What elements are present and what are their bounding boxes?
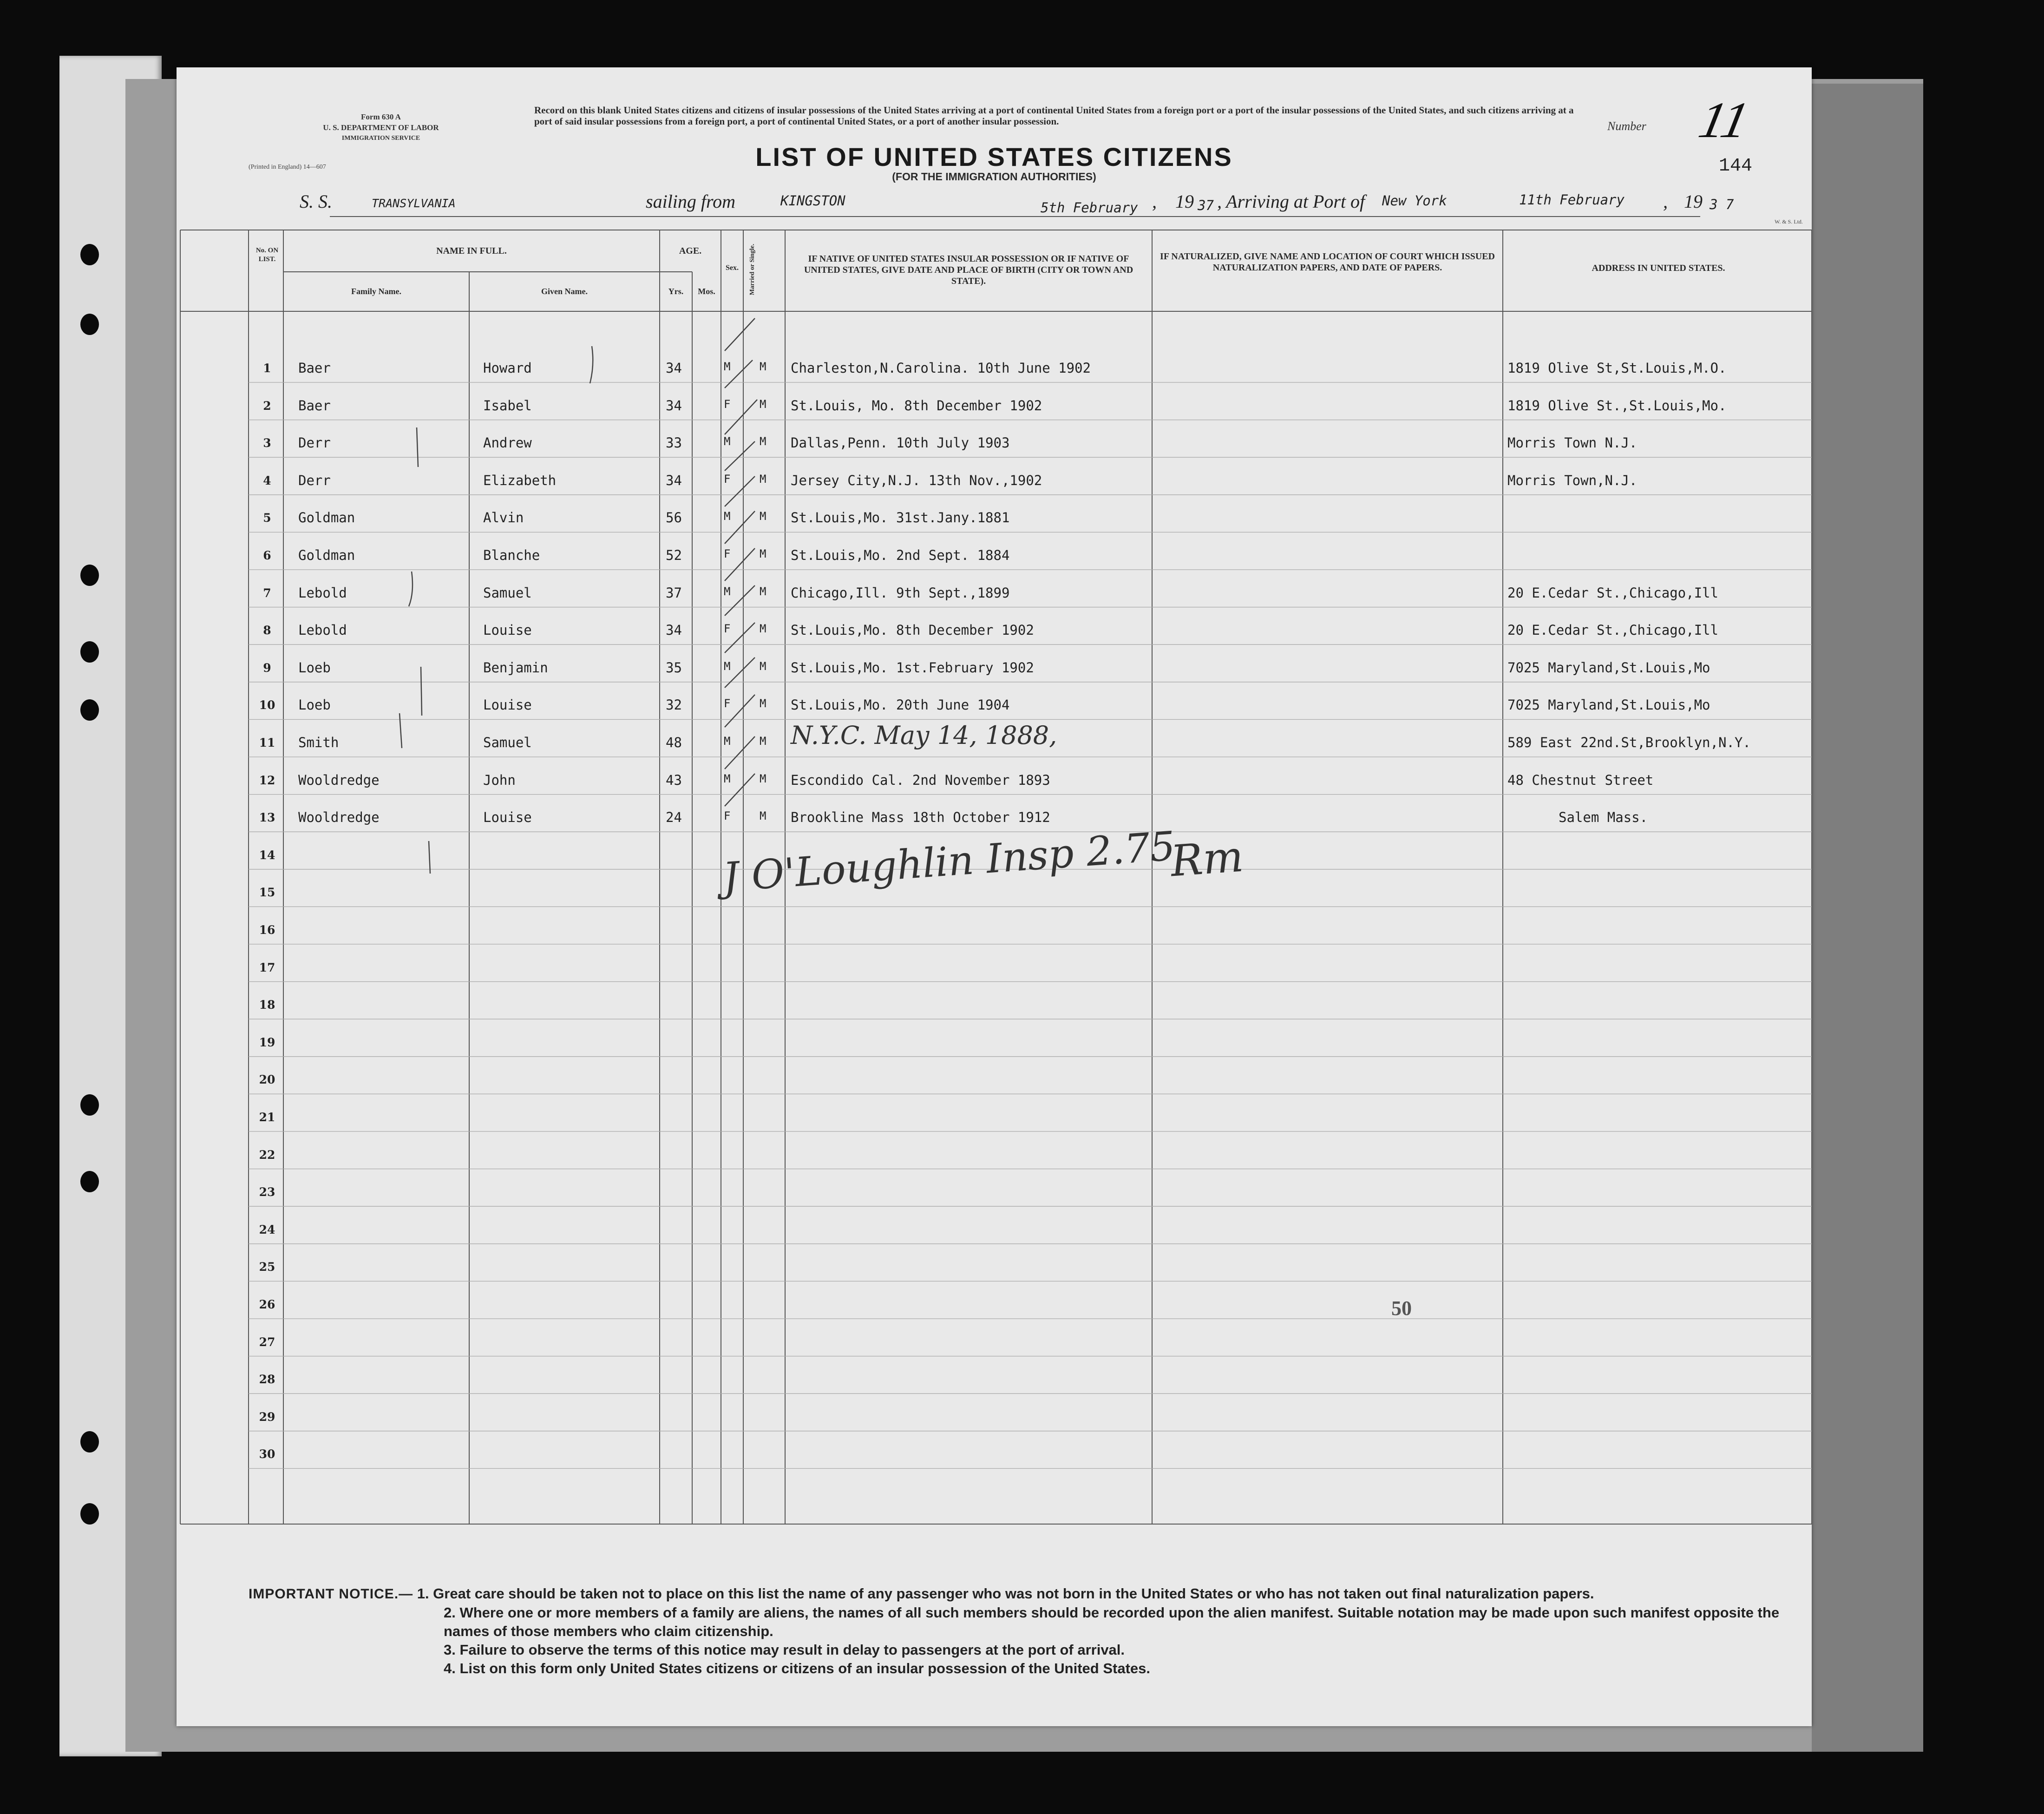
printer-mark: W. & S. Ltd.: [1775, 218, 1803, 225]
row-number: 6: [263, 549, 271, 562]
arrive-date: 11th February: [1519, 192, 1625, 208]
row-number: 19: [259, 1035, 275, 1049]
family-name-cell: Wooldredge: [298, 772, 380, 788]
age-years-cell: 24: [666, 809, 682, 826]
marital-status-cell: M: [760, 360, 766, 373]
given-name-cell: Blanche: [483, 547, 540, 563]
row-number: 15: [259, 886, 275, 900]
manifest-table-grid: [177, 67, 1812, 1726]
row-number: 23: [259, 1185, 275, 1199]
marital-status-cell: M: [760, 435, 766, 448]
family-name-cell: Derr: [298, 472, 331, 488]
birth-info-cell: Brookline Mass 18th October 1912: [791, 809, 1050, 826]
record-notice: Record on this blank United States citizens and citizens of insular possessions of the United States arriving at a port of continental United States from a foreign port or a port of the insular possessions of the United States, and such citizens arriving at a port of said insular possessions from a foreign port, a port of continental United States, or a port of another insular possession.: [534, 105, 1574, 127]
binder-hole: [80, 1431, 99, 1453]
stamp-number: 50: [1391, 1297, 1412, 1320]
col-mos: Mos.: [698, 287, 715, 296]
family-name-cell: Loeb: [298, 697, 331, 713]
form-number: Form 630 A: [361, 112, 401, 121]
birth-info-cell: Escondido Cal. 2nd November 1893: [791, 772, 1050, 788]
marital-status-cell: M: [760, 697, 766, 710]
address-cell: 20 E.Cedar St.,Chicago,Ill: [1507, 622, 1718, 638]
binder-hole: [80, 244, 99, 265]
address-cell: 20 E.Cedar St.,Chicago,Ill: [1507, 585, 1718, 601]
sex-cell: F: [724, 547, 731, 560]
sex-cell: M: [724, 360, 731, 373]
row-number: 27: [259, 1335, 275, 1349]
marital-status-cell: M: [760, 659, 766, 673]
notice-item-2: 2. Where one or more members of a family are aliens, the names of all such members should be recorded upon the alien manifest. Suitable notation may be made upon such manifest opposite the names of those members who claim citizenship.: [444, 1604, 1780, 1639]
marital-status-cell: M: [760, 622, 766, 636]
binder-hole: [80, 699, 99, 721]
address-cell: Morris Town,N.J.: [1507, 472, 1638, 488]
birth-info-cell: Dallas,Penn. 10th July 1903: [791, 435, 1010, 451]
age-years-cell: 48: [666, 735, 682, 750]
family-name-cell: Baer: [298, 360, 331, 376]
binder-hole: [80, 1171, 99, 1192]
sex-cell: F: [724, 809, 731, 823]
col-yrs: Yrs.: [668, 287, 684, 296]
row-number: 25: [259, 1260, 275, 1274]
birth-info-cell: St.Louis,Mo. 2nd Sept. 1884: [791, 547, 1010, 563]
service-name: IMMIGRATION SERVICE: [341, 135, 420, 142]
row-number: 24: [259, 1222, 275, 1236]
row-number: 12: [259, 773, 275, 787]
row-number: 18: [259, 998, 275, 1012]
col-no-on-list: No. ON LIST.: [256, 247, 279, 263]
given-name-cell: Samuel: [483, 585, 532, 601]
marital-status-cell: M: [760, 547, 766, 560]
marital-status-cell: M: [760, 735, 766, 748]
family-name-cell: Goldman: [298, 547, 355, 563]
age-years-cell: 32: [666, 697, 682, 713]
binder-hole: [80, 565, 99, 586]
row-number: 9: [263, 661, 271, 675]
row-number: 26: [259, 1298, 275, 1311]
number-value: 11: [1694, 92, 1754, 148]
row-number: 14: [259, 848, 275, 862]
sex-cell: M: [724, 772, 731, 785]
col-married-single: Married or Single.: [749, 243, 756, 296]
sex-cell: F: [724, 472, 731, 486]
row-number: 21: [259, 1111, 275, 1124]
address-cell: 589 East 22nd.St,Brooklyn,N.Y.: [1507, 735, 1751, 750]
depart-date: 5th February: [1041, 200, 1138, 216]
arrive-year-prefix: 19: [1684, 191, 1703, 212]
number-label: Number: [1607, 119, 1646, 133]
binder-hole: [80, 314, 99, 335]
binder-hole: [80, 1503, 99, 1525]
row-number: 30: [259, 1447, 275, 1461]
department-name: U. S. DEPARTMENT OF LABOR: [323, 123, 439, 132]
arrive-year: 3 7: [1710, 197, 1734, 212]
sex-cell: F: [724, 622, 731, 636]
inspector-initials: Rm: [1169, 831, 1245, 887]
address-cell: Morris Town N.J.: [1507, 435, 1638, 451]
address-cell: 1819 Olive St,St.Louis,M.O.: [1507, 360, 1727, 376]
given-name-cell: Elizabeth: [483, 472, 557, 488]
row-number: 8: [263, 624, 271, 638]
family-name-cell: Loeb: [298, 659, 331, 676]
page-number: 144: [1719, 156, 1753, 177]
marital-status-cell: M: [760, 809, 766, 823]
address-cell: 7025 Maryland,St.Louis,Mo: [1507, 659, 1710, 676]
ship-name: TRANSYLVANIA: [372, 197, 456, 210]
age-years-cell: 33: [666, 435, 682, 451]
given-name-cell: Benjamin: [483, 659, 548, 676]
marital-status-cell: M: [760, 397, 766, 411]
depart-year: 37: [1198, 197, 1214, 213]
arriving-label: , Arriving at Port of: [1217, 191, 1365, 212]
age-years-cell: 34: [666, 360, 682, 376]
notice-item-4: 4. List on this form only United States citizens or citizens of an insular possession of the United States.: [444, 1660, 1150, 1676]
family-name-cell: Derr: [298, 435, 331, 451]
birth-info-cell: St.Louis,Mo. 1st.February 1902: [791, 659, 1034, 676]
given-name-cell: Louise: [483, 809, 532, 826]
port-from: KINGSTON: [780, 193, 845, 209]
sailing-from-label: sailing from: [646, 191, 735, 212]
birth-info-cell: St.Louis,Mo. 20th June 1904: [791, 697, 1010, 713]
family-name-cell: Goldman: [298, 510, 355, 526]
row-number: 13: [259, 811, 275, 825]
row-number: 2: [263, 399, 271, 413]
birth-info-cell: St.Louis, Mo. 8th December 1902: [791, 397, 1042, 414]
col-birth-info: IF NATIVE OF UNITED STATES INSULAR POSSESSION OR IF NATIVE OF UNITED STATES, GIVE DATE AND PLACE OF BIRTH (CITY OR TOWN AND STATE).: [804, 254, 1133, 286]
page-title: LIST OF UNITED STATES CITIZENS: [755, 142, 1233, 171]
birth-info-cell: Charleston,N.Carolina. 10th June 1902: [791, 360, 1091, 376]
birth-info-cell: Jersey City,N.J. 13th Nov.,1902: [791, 472, 1042, 488]
address-cell: 7025 Maryland,St.Louis,Mo: [1507, 697, 1710, 713]
row-number: 3: [263, 436, 271, 450]
notice-lead: IMPORTANT NOTICE.—: [249, 1586, 413, 1602]
row-number: 16: [259, 923, 275, 937]
sex-cell: M: [724, 585, 731, 598]
given-name-cell: Louise: [483, 622, 532, 638]
age-years-cell: 34: [666, 397, 682, 414]
family-name-cell: Smith: [298, 735, 339, 750]
family-name-cell: Lebold: [298, 585, 347, 601]
notice-item-3: 3. Failure to observe the terms of this notice may result in delay to passengers at the port of arrival.: [444, 1642, 1125, 1658]
ss-label: S. S.: [300, 191, 332, 212]
backing-page-edge: [1812, 84, 1923, 1752]
sex-cell: M: [724, 659, 731, 673]
given-name-cell: John: [483, 772, 516, 788]
marital-status-cell: M: [760, 472, 766, 486]
marital-status-cell: M: [760, 772, 766, 785]
row-number: 10: [259, 698, 275, 712]
sex-cell: M: [724, 435, 731, 448]
age-years-cell: 35: [666, 659, 682, 676]
row-number: 11: [259, 736, 275, 749]
family-name-cell: Wooldredge: [298, 809, 380, 826]
age-years-cell: 56: [666, 510, 682, 526]
row-number: 22: [259, 1148, 275, 1162]
birth-info-cell: St.Louis,Mo. 31st.Jany.1881: [791, 510, 1010, 526]
row-number: 20: [259, 1073, 275, 1087]
sex-cell: F: [724, 397, 731, 411]
col-given-name: Given Name.: [541, 287, 588, 296]
printed-note: (Printed in England) 14—607: [249, 164, 326, 171]
given-name-cell: Alvin: [483, 510, 524, 526]
row-number: 4: [263, 473, 271, 487]
col-age: AGE.: [679, 246, 702, 256]
row-number: 1: [263, 361, 271, 375]
family-name-cell: Baer: [298, 397, 331, 414]
binder-hole: [80, 1094, 99, 1116]
age-years-cell: 34: [666, 622, 682, 638]
sex-cell: M: [724, 735, 731, 748]
family-name-cell: Lebold: [298, 622, 347, 638]
given-name-cell: Samuel: [483, 735, 532, 750]
col-address: ADDRESS IN UNITED STATES.: [1592, 263, 1725, 273]
notice-item-1: 1. Great care should be taken not to place on this list the name of any passenger who was not born in the United States or who has not taken out final naturalization papers.: [417, 1585, 1594, 1602]
sex-cell: F: [724, 697, 731, 710]
col-sex: Sex.: [726, 264, 739, 272]
birth-info-cell: Chicago,Ill. 9th Sept.,1899: [791, 585, 1010, 601]
sex-cell: M: [724, 510, 731, 523]
col-family-name: Family Name.: [351, 287, 401, 296]
inspector-signature: J O'Loughlin Insp 2.75: [721, 823, 1177, 901]
important-notice: [249, 1584, 1800, 1678]
row-number: 28: [259, 1373, 275, 1387]
row-number: 29: [259, 1410, 275, 1424]
col-name-in-full: NAME IN FULL.: [436, 246, 507, 256]
age-years-cell: 37: [666, 585, 682, 601]
manifest-page: Form 630 A U. S. DEPARTMENT OF LABOR IMMIGRATION SERVICE (Printed in England) 14—607 Record on this blank United States citizens and citizens of insular possessions of the United States arriving at a port of continental United States from a foreign port or a port of the insular possessions of the United States, and such citizens arriving at a port of said insular possessions from a foreign port, a port of continental United States, or a port of another insular possession. LIST OF UNITED STATES CITIZENS (FOR THE IMMIGRATION AUTHORITIES) Number 11 144 S. S. TRANSYLVANIA sailing from KINGSTON 5th February , 19 37 , Arriving at Port of New York 11th February , 19 3 7 W. & S. Ltd. No. ON LIST. NAME IN FULL. Family Name. Given Name. AGE. Yrs. Mos. Sex. Married or Single. IF NATIVE OF UNITED STATES INSULAR POSSESSION OR IF NATIVE OF UNITED STATES, GIVE DATE AND PLACE OF BIRTH (CITY OR TOWN AND STATE). IF NATURALIZED, GIVE NAME AND LOCATION OF COURT WHICH ISSUED NATURALIZATION PAPERS, AND DATE OF PAPERS. ADDRESS IN UNITED STATES. 1 2 3 4 5 6 7 8 9 10 11 12 13 14 15 16 17 18 19 20 21 22 23 24 25 26 27 28 29 30 Baer Howard 34 M M Charleston,N.Carolina. 10th June 1902 1819 Olive St,St.Louis,M.O. Baer Isabel 34 F M St.Louis, Mo. 8th December 1902 1819 Olive St.,St.Louis,Mo. Derr Andrew 33 M M Dallas,Penn. 10th July 1903 Morris Town N.J. Derr Elizabeth 34 F M Jersey City,N.J. 13th Nov.,1902 Morris Town,N.J. Goldman Alvin 56 M M St.Louis,Mo. 31st.Jany.1881 Goldman Blanche 52 F M St.Louis,Mo. 2nd Sept. 1884 Lebold Samuel 37 M M Chicago,Ill. 9th Sept.,1899 20 E.Cedar St.,Chicago,Ill Lebold Louise 34 F M St.Louis,Mo. 8th December 1902 20 E.Cedar St.,Chicago,Ill Loeb Benjamin 35 M M St.Louis,Mo. 1st.February 1902 7025 Maryland,St.Louis,Mo Loeb Louise 32 F M St.Louis,Mo. 20th June 1904 7025 Maryland,St.Louis,Mo Smith Samuel 48 M M N.Y.C. May 14, 1888, 589 East 22nd.St,Brooklyn,N.Y. Wooldredge John 43 M M Escondido Cal. 2nd November 1893 48 Chestnut Street Wooldredge Louise 24 F M Brookline Mass 18th October 1912 Salem Mass. J O'Loughlin Insp 2.75 Rm 50 IMPORTANT NOTICE.— 1. Great care should be taken not to place on this list the name of any passenger who was not born in the United States or who has not taken out final naturalization papers. 2. Where one or more members of a family are aliens, the names of all such members should be recorded upon the alien manifest. Suitable notation may be made upon such manifest opposite the names of those members who claim citizenship. 3. Failure to observe the terms of this notice may result in delay to passengers at the port of arrival. 4. List on this form only United States citizens or citizens of an insular possession of the United States.: [177, 67, 1812, 1726]
binder-hole: [80, 641, 99, 663]
given-name-cell: Louise: [483, 697, 532, 713]
birth-info-cell: N.Y.C. May 14, 1888,: [791, 721, 1057, 750]
marital-status-cell: M: [760, 510, 766, 523]
given-name-cell: Howard: [483, 360, 532, 376]
address-cell: 1819 Olive St.,St.Louis,Mo.: [1507, 397, 1727, 414]
page-subtitle: (FOR THE IMMIGRATION AUTHORITIES): [892, 171, 1096, 183]
address-cell: Salem Mass.: [1559, 809, 1648, 826]
row-number: 7: [263, 586, 271, 600]
birth-info-cell: St.Louis,Mo. 8th December 1902: [791, 622, 1034, 638]
age-years-cell: 52: [666, 547, 682, 563]
row-number: 5: [263, 511, 271, 525]
port-to: New York: [1382, 193, 1447, 209]
given-name-cell: Andrew: [483, 435, 532, 451]
row-number: 17: [259, 960, 275, 974]
address-cell: 48 Chestnut Street: [1507, 772, 1654, 788]
depart-year-prefix: 19: [1175, 191, 1194, 212]
age-years-cell: 34: [666, 472, 682, 488]
col-naturalization: IF NATURALIZED, GIVE NAME AND LOCATION OF COURT WHICH ISSUED NATURALIZATION PAPERS, AND DATE OF PAPERS.: [1160, 251, 1495, 273]
age-years-cell: 43: [666, 772, 682, 788]
given-name-cell: Isabel: [483, 397, 532, 414]
marital-status-cell: M: [760, 585, 766, 598]
